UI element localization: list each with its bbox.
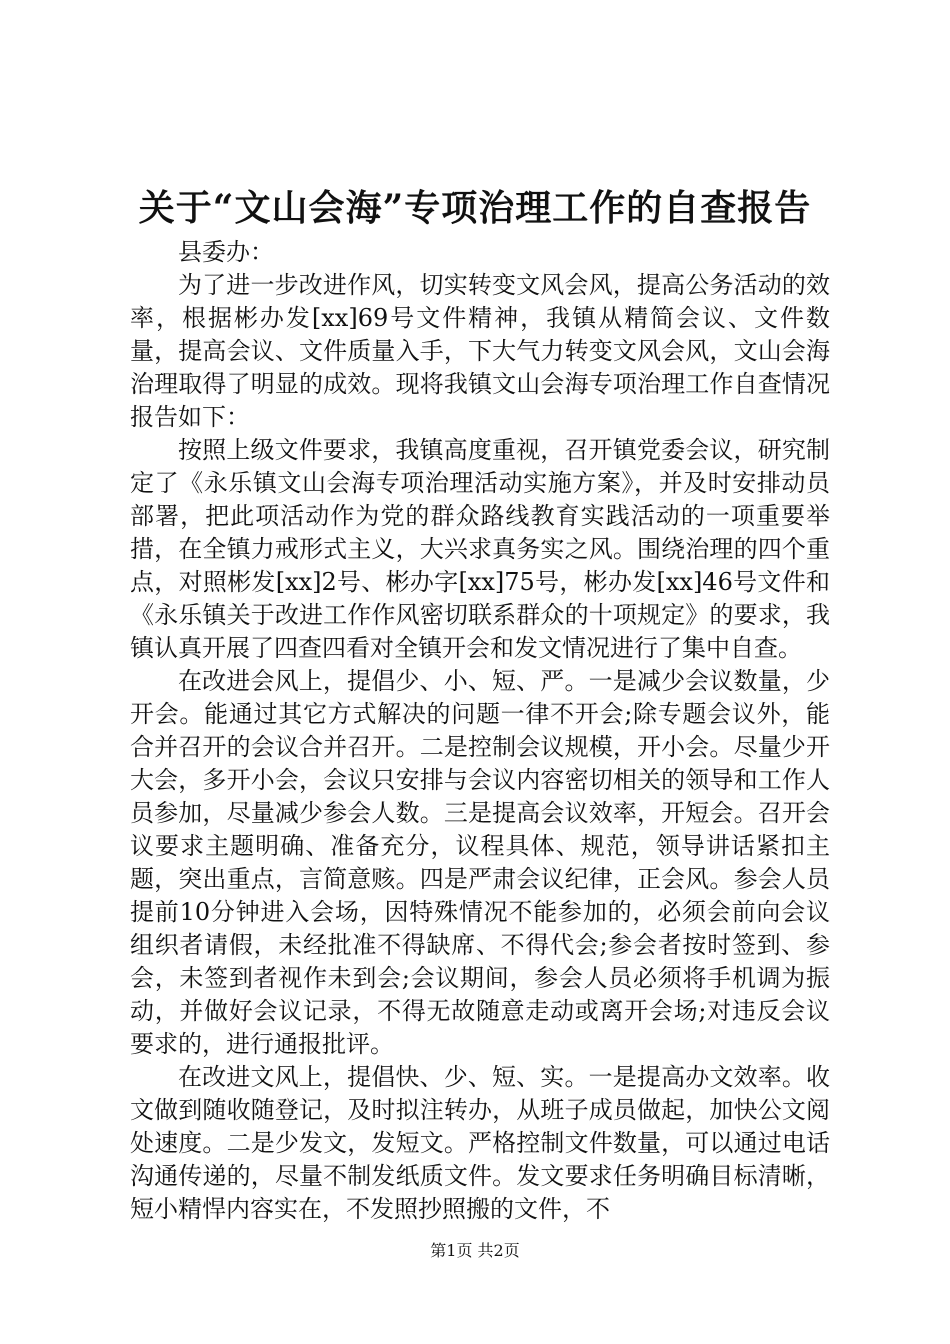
document-title: 关于“文山会海”专项治理工作的自查报告 <box>138 187 812 229</box>
document-body <box>130 236 830 1226</box>
paragraph-meeting-style: 在改进会风上，提倡少、小、短、严。一是减少会议数量，少开会。能通过其它方式解决的问题一律不开会;除专题会议外，能合并召开的会议合并召开。二是控制会议规模，开小会。尽量少开大会，多开小会，会议只安排与会议内容密切相关的领导和工作人员参加，尽量减少参会人数。三是提高会议效率，开短会。召开会议要求主题明确、准备充分，议程具体、规范，领导讲话紧扣主题，突出重点，言简意赅。四是严肃会议纪律，正会风。参会人员提前10分钟进入会场，因特殊情况不能参加的，必须会前向会议组织者请假，未经批准不得缺席、不得代会;参会者按时签到、参会，未签到者视作未到会;会议期间，参会人员必须将手机调为振动，并做好会议记录，不得无故随意走动或离开会场;对违反会议要求的，进行通报批评。 <box>130 667 830 1058</box>
salutation: 县委办： <box>178 238 274 266</box>
paragraph-writing-style: 在改进文风上，提倡快、少、短、实。一是提高办文效率。收文做到随收随登记，及时拟注转办，从班子成员做起，加快公文阅处速度。二是少发文，发短文。严格控制文件数量，可以通过电话沟通传递的，尽量不制发纸质文件。发文要求任务明确目标清晰，短小精悍内容实在，不发照抄照搬的文件，不 <box>130 1063 830 1223</box>
paragraph-intro: 为了进一步改进作风，切实转变文风会风，提高公务活动的效率，根据彬办发[xx]69号文件精神，我镇从精简会议、文件数量，提高会议、文件质量入手，下大气力转变文风会风，文山会海治理取得了明显的成效。现将我镇文山会海专项治理工作自查情况报告如下： <box>130 271 830 431</box>
paragraph-deployment: 按照上级文件要求，我镇高度重视，召开镇党委会议，研究制定了《永乐镇文山会海专项治理活动实施方案》，并及时安排动员部署，把此项活动作为党的群众路线教育实践活动的一项重要举措，在全镇力戒形式主义，大兴求真务实之风。围绕治理的四个重点，对照彬发[xx]2号、彬办字[xx]75号，彬办发[xx]46号文件和《永乐镇关于改进工作作风密切联系群众的十项规定》的要求，我镇认真开展了四查四看对全镇开会和发文情况进行了集中自查。 <box>130 436 830 662</box>
page-footer: 第1页 共2页 <box>430 1241 520 1260</box>
